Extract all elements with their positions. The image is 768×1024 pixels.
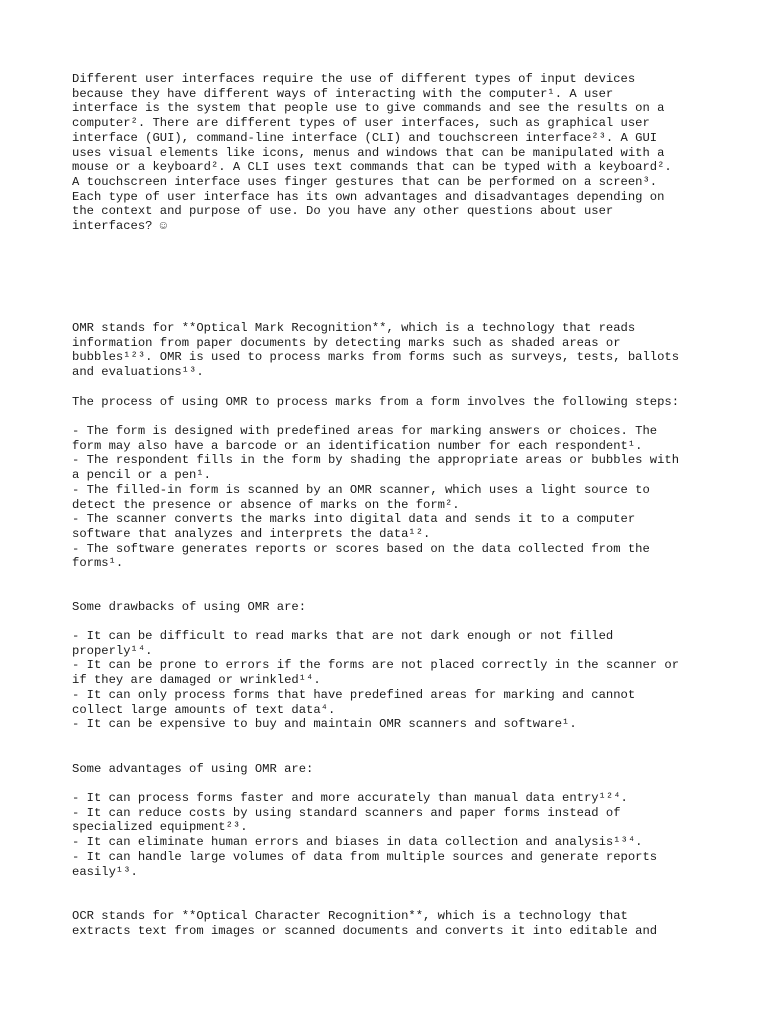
text-line: interface is the system that people use to give commands and see the results on a bbox=[72, 101, 665, 116]
text-line: mouse or a keyboard². A CLI uses text commands that can be typed with a keyboard². bbox=[72, 160, 672, 175]
text-line: a pencil or a pen¹. bbox=[72, 468, 211, 483]
text-line: and evaluations¹³. bbox=[72, 365, 204, 380]
text-line: OCR stands for **Optical Character Recognition**, which is a technology that bbox=[72, 909, 628, 923]
text-line: - It can be difficult to read marks that are not dark enough or not filled bbox=[72, 629, 614, 643]
text-line: - It can eliminate human errors and biases in data collection and analysis¹³⁴. bbox=[72, 835, 643, 850]
text-line: information from paper documents by detecting marks such as shaded areas or bbox=[72, 335, 621, 350]
text-line: - It can be prone to errors if the forms are not placed correctly in the scanner or bbox=[72, 658, 680, 673]
text-line: computer². There are different types of user interfaces, such as graphical user bbox=[72, 116, 650, 131]
text-line: - The respondent fills in the form by shading the appropriate areas or bubbles with bbox=[72, 453, 680, 468]
text-line: The process of using OMR to process marks from a form involves the following steps: bbox=[72, 395, 680, 409]
text-line: Different user interfaces require the use of different types of input devices bbox=[72, 72, 636, 86]
text-line: easily¹³. bbox=[72, 864, 138, 879]
text-line: interface (GUI), command-line interface (CLI) and touchscreen interface²³. A GUI bbox=[72, 130, 658, 145]
text-line: Some drawbacks of using OMR are: bbox=[72, 600, 307, 614]
text-line: if they are damaged or wrinkled¹⁴. bbox=[72, 673, 321, 688]
text-line: - The software generates reports or scores based on the data collected from the bbox=[72, 541, 650, 556]
text-line: forms¹. bbox=[72, 556, 124, 571]
text-line: extracts text from images or scanned documents and converts it into editable and bbox=[72, 923, 658, 938]
text-line: collect large amounts of text data⁴. bbox=[72, 702, 336, 717]
text-line: - It can handle large volumes of data from multiple sources and generate reports bbox=[72, 849, 658, 864]
text-line: bubbles¹²³. OMR is used to process marks from forms such as surveys, tests, ballots bbox=[72, 350, 680, 365]
text-line: - The form is designed with predefined areas for marking answers or choices. The bbox=[72, 424, 658, 438]
text-line: uses visual elements like icons, menus and windows that can be manipulated with a bbox=[72, 145, 665, 160]
text-line: - It can be expensive to buy and maintain OMR scanners and software¹. bbox=[72, 717, 577, 732]
text-line: properly¹⁴. bbox=[72, 643, 153, 658]
text-line: - The filled-in form is scanned by an OMR scanner, which uses a light source to bbox=[72, 482, 650, 497]
text-line: - It can process forms faster and more accurately than manual data entry¹²⁴. bbox=[72, 791, 628, 805]
text-line: - It can reduce costs by using standard scanners and paper forms instead of bbox=[72, 805, 621, 820]
text-line: form may also have a barcode or an identification number for each respondent¹. bbox=[72, 438, 643, 453]
text-line: detect the presence or absence of marks on the form². bbox=[72, 497, 460, 512]
text-line: OMR stands for **Optical Mark Recognition**, which is a technology that reads bbox=[72, 321, 636, 335]
text-line: interfaces? ☺ bbox=[72, 219, 168, 233]
text-line: - The scanner converts the marks into digital data and sends it to a computer bbox=[72, 512, 636, 527]
text-line: the context and purpose of use. Do you have any other questions about user bbox=[72, 204, 614, 219]
text-line: Some advantages of using OMR are: bbox=[72, 762, 314, 776]
text-line: software that analyzes and interprets the data¹². bbox=[72, 526, 431, 541]
text-line: - It can only process forms that have predefined areas for marking and cannot bbox=[72, 687, 636, 702]
text-line: A touchscreen interface uses finger gestures that can be performed on a screen³. bbox=[72, 174, 658, 189]
text-line: because they have different ways of interacting with the computer¹. A user bbox=[72, 86, 614, 101]
text-line: Each type of user interface has its own advantages and disadvantages depending on bbox=[72, 189, 665, 204]
text-line: specialized equipment²³. bbox=[72, 820, 248, 835]
